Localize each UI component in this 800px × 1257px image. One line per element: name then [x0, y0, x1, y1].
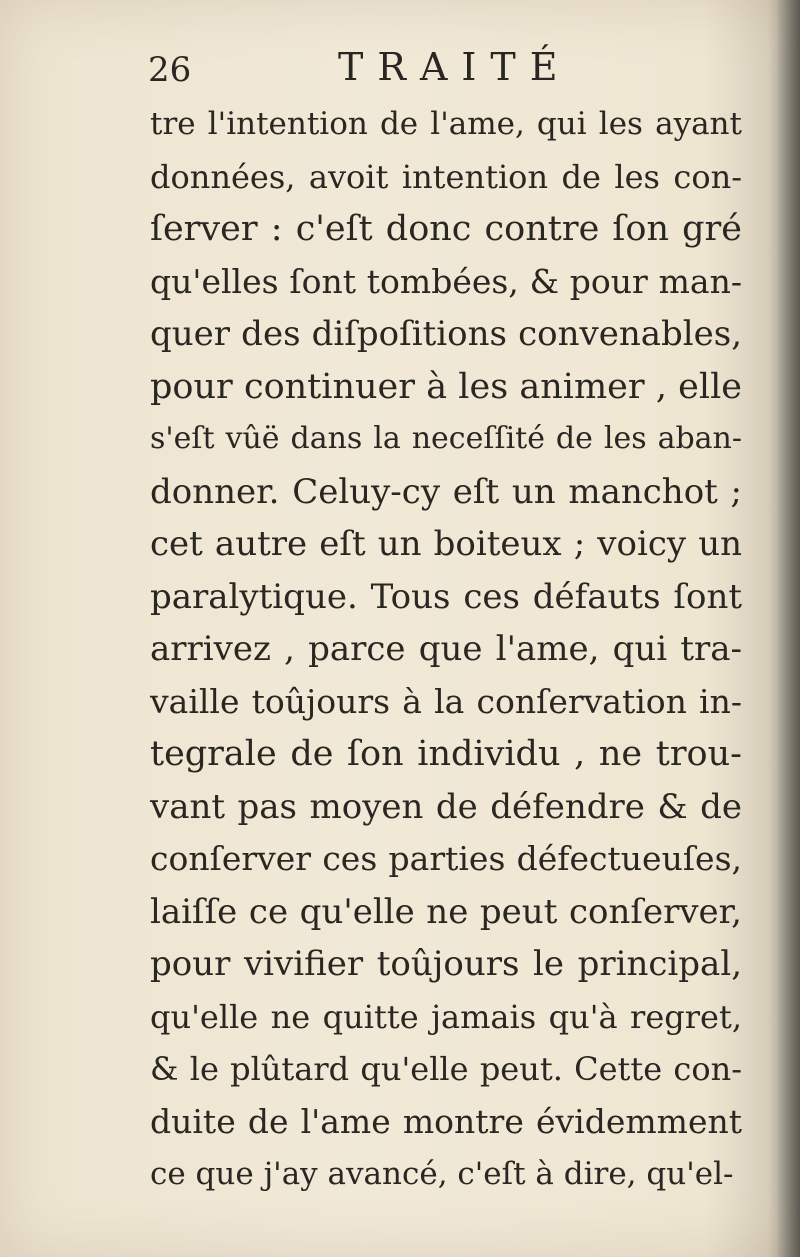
text-line: duite de l'ame montre évidemment [150, 1101, 742, 1141]
text-line: qu'elle ne quitte jamais qu'à regret, [150, 997, 742, 1036]
text-line: cet autre eſt un boiteux ; voicy un [150, 524, 742, 564]
text-line: s'eſt vûë dans la neceſſité de les aban- [150, 421, 742, 456]
text-line: tre l'intention de l'ame, qui les ayant [150, 106, 742, 142]
text-line: arrivez , parce que l'ame, qui tra- [150, 629, 742, 669]
text-line: & le plûtard qu'elle peut. Cette con- [150, 1050, 742, 1088]
text-line: données, avoit intention de les con- [150, 157, 742, 196]
text-line: conſerver ces parties défectueuſes, [150, 839, 742, 878]
text-line: donner. Celuy-cy eſt un manchot ; [150, 471, 742, 512]
body-text [150, 98, 742, 1201]
text-line: ſerver : c'eſt donc contre ſon gré [150, 209, 742, 249]
text-line: ce que j'ay avancé, c'eſt à dire, qu'el- [150, 1156, 734, 1192]
page-number: 26 [148, 50, 192, 90]
text-line: vant pas moyen de défendre & de [150, 786, 742, 827]
text-line: paralytique. Tous ces défauts ſont [150, 576, 742, 617]
running-head: TRAITÉ [338, 45, 572, 89]
text-line: tegrale de ſon individu , ne trou- [150, 734, 742, 774]
text-line: pour continuer à les animer , elle [150, 366, 742, 407]
page-header [148, 42, 748, 94]
text-line: quer des diſpoſitions convenables, [150, 314, 742, 354]
text-line: vaille toûjours à la conſervation in- [150, 681, 742, 721]
text-line: qu'elles ſont tombées, & pour man- [150, 261, 742, 301]
book-gutter [778, 0, 800, 1257]
text-line: laiſſe ce qu'elle ne peut conſerver, [150, 891, 742, 932]
text-line: pour vivifier toûjours le principal, [150, 944, 742, 984]
